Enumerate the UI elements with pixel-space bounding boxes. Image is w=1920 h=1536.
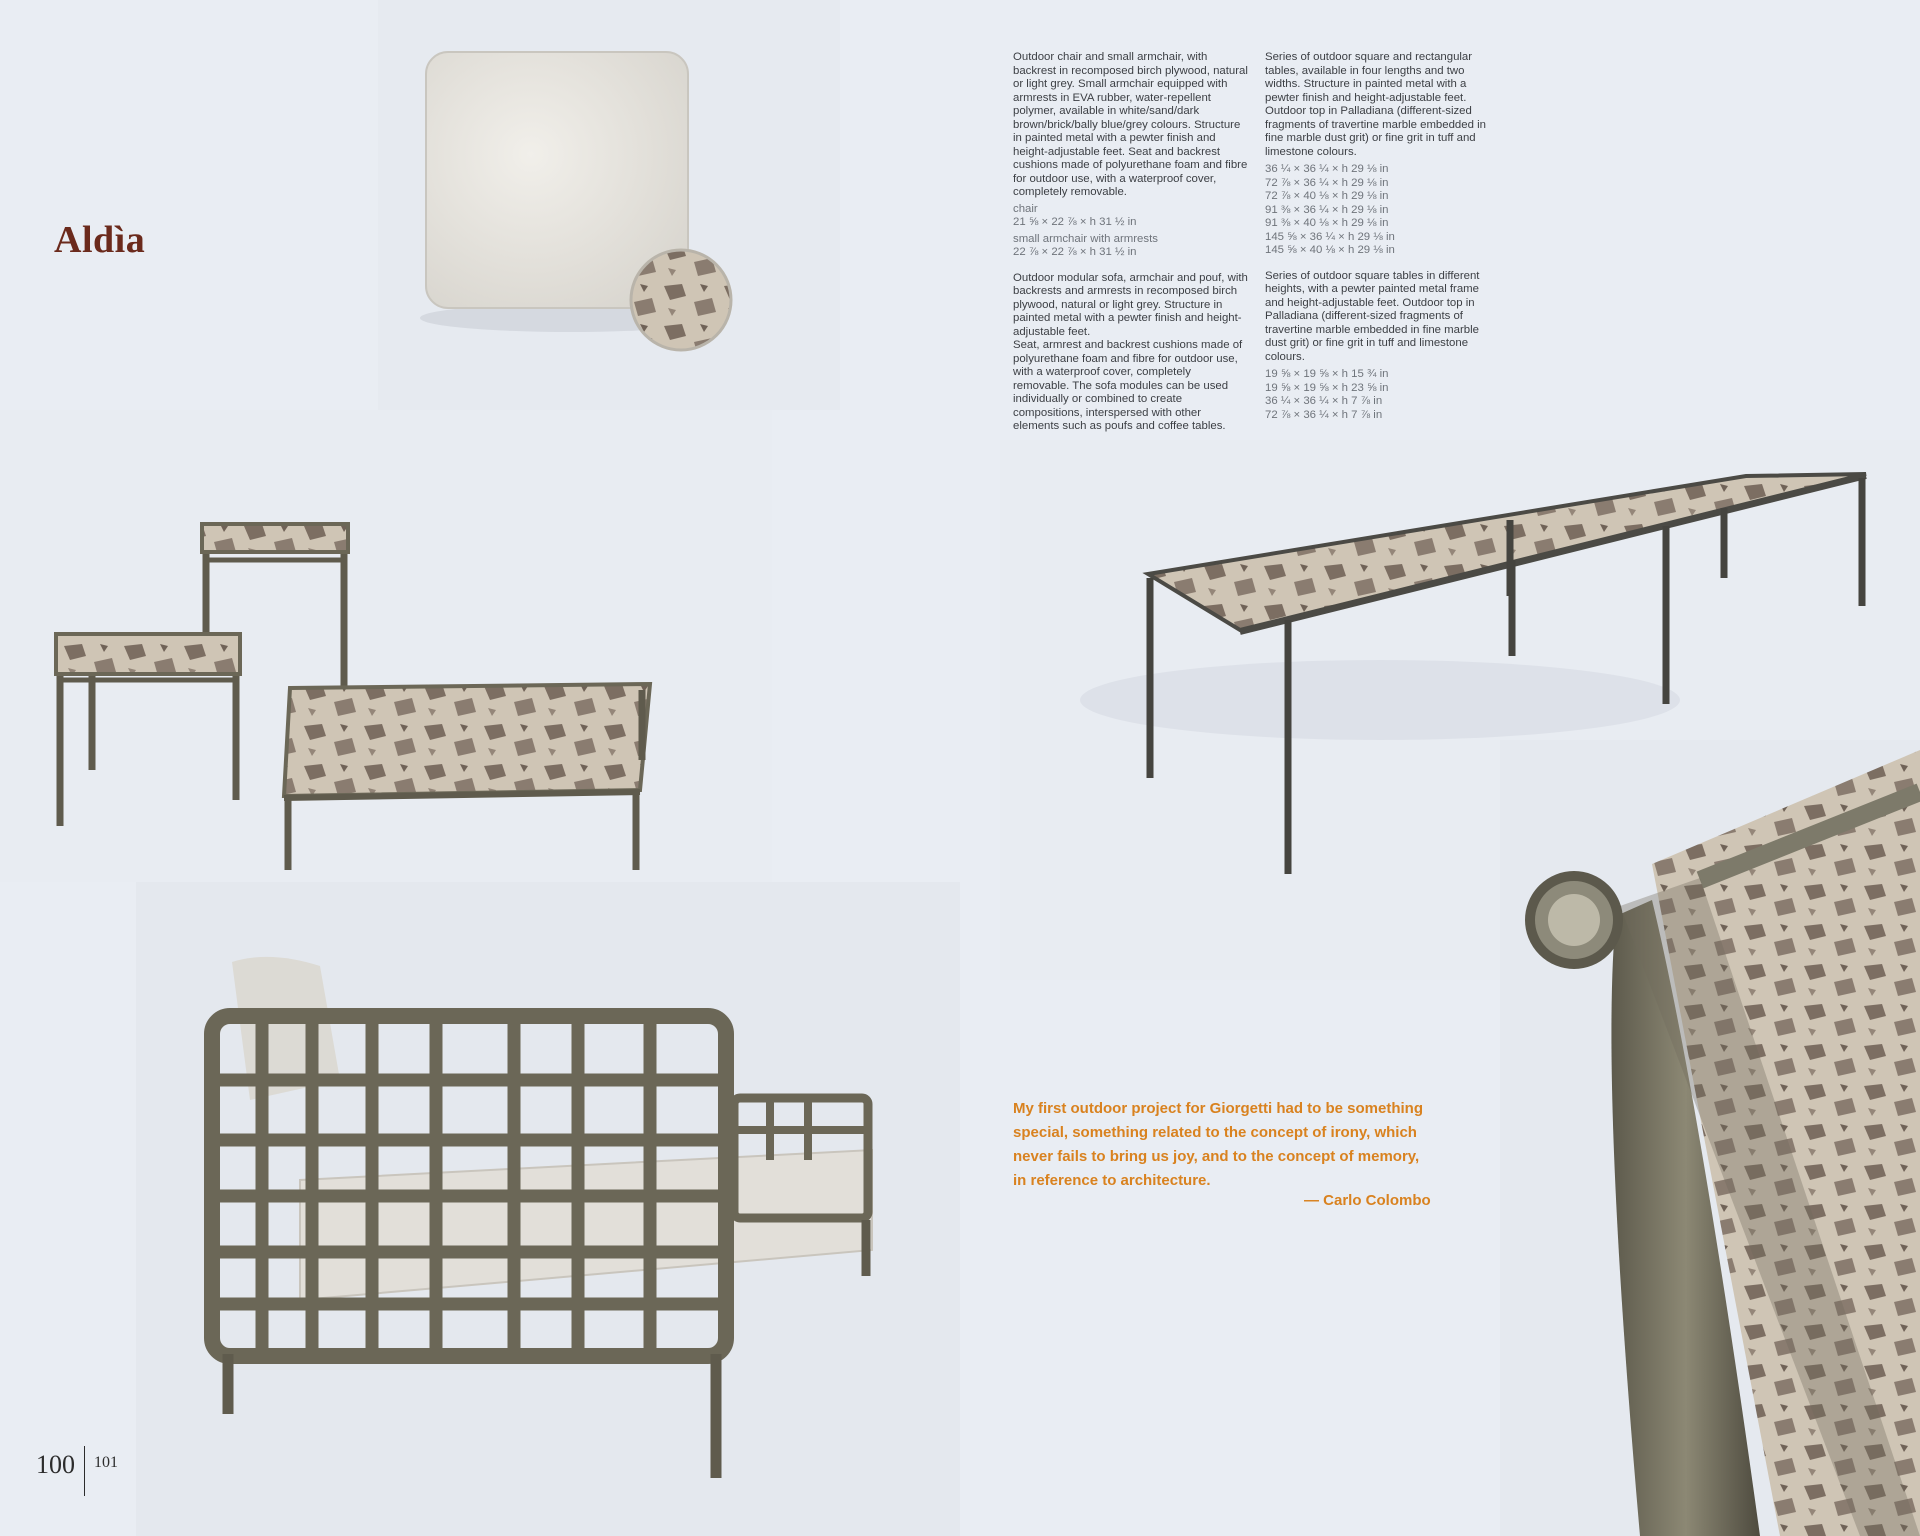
table-detail-illustration [1530,750,1920,1536]
tables-dimension: 91 ⅜ × 40 ⅛ × h 29 ⅛ in [1265,217,1389,229]
long-table-illustration [1080,474,1866,874]
tables-dimension: 145 ⅝ × 40 ⅛ × h 29 ⅛ in [1265,244,1395,256]
sofa-description-cont: Seat, armrest and backrest cushions made of polyurethane foam and fibre for outdoor use, with a waterproof cover, completely removable. The sofa modules can be used individually or combined to create compositions, interspersed with other elements such as poufs and coffee tables. [1013,339,1243,432]
page-number-divider [84,1446,85,1496]
tables-dimension: 36 ¼ × 36 ¼ × h 29 ⅛ in [1265,163,1389,175]
coffee-tables-dimension: 19 ⅝ × 19 ⅝ × h 23 ⅝ in [1265,381,1389,394]
tables-dimension: 72 ⅞ × 40 ⅛ × h 29 ⅛ in [1265,190,1389,202]
page-number-left: 100 [36,1450,75,1479]
sofa-description: Outdoor modular sofa, armchair and pouf, with backrests and armrests in recomposed birch plywood, natural or light grey. Structure in painted metal with a pewter finish and height-adjustable feet. [1013,271,1248,338]
quote-author: — Carlo Colombo [1304,1192,1431,1209]
chair-label: chair [1013,202,1038,215]
tables-dimension: 145 ⅝ × 36 ¼ × h 29 ⅛ in [1265,230,1395,243]
cushion-illustration [420,52,731,350]
chair-dimensions: 21 ⅝ × 22 ⅞ × h 31 ½ in [1013,216,1137,228]
coffee-tables-dimension: 19 ⅝ × 19 ⅝ × h 15 ¾ in [1265,368,1389,380]
tables-description: Series of outdoor square and rectangular tables, available in four lengths and two widths. Structure in painted metal with a pewter finish and height-adjustable feet. Outdoor top in Palladiana (different-sized fragments of travertine marble embedded in fine marble dust grit) or fine grit in tuff and limestone colours. [1265,51,1486,158]
armchair-label: small armchair with armrests [1013,232,1158,245]
armchair-dimensions: 22 ⅞ × 22 ⅞ × h 31 ½ in [1013,246,1137,258]
marble-swatch [631,250,731,350]
description-column-right [1265,51,1501,422]
sofa-illustration [212,957,872,1478]
tables-dimension: 91 ⅜ × 36 ¼ × h 29 ⅛ in [1265,203,1389,216]
brand-title: Aldìa [54,219,146,261]
description-column-left [1013,51,1249,434]
coffee-tables-dimension: 36 ¼ × 36 ¼ × h 7 ⅞ in [1265,395,1383,407]
side-tables-illustration [56,524,650,870]
tables-dimension: 72 ⅞ × 36 ¼ × h 29 ⅛ in [1265,176,1389,189]
page-number-right: 101 [94,1454,118,1471]
coffee-tables-dimension: 72 ⅞ × 36 ¼ × h 7 ⅞ in [1265,408,1383,421]
chair-description: Outdoor chair and small armchair, with backrest in recomposed birch plywood, natural or light grey. Small armchair equipped with armrests in EVA rubber, water-repellent polymer, available in white/sand/dark brown/brick/bally blue/grey colours. Structure in painted metal with a pewter finish and height-adjustable feet. Seat and backrest cushions made of polyurethane foam and fibre for outdoor use, with a waterproof cover, completely removable. [1013,51,1248,198]
coffee-tables-description: Series of outdoor square tables in different heights, with a pewter painted metal frame and height-adjustable feet. Outdoor top in Palladiana (different-sized fragments of travertine marble embedded in fine marble dust grit) or fine grit in tuff and limestone colours. [1265,269,1480,363]
designer-quote: My first outdoor project for Giorgetti had to be something special, something related to the concept of irony, which never fails to bring us joy, and to the concept of memory, in reference to architecture. [1013,1100,1423,1189]
